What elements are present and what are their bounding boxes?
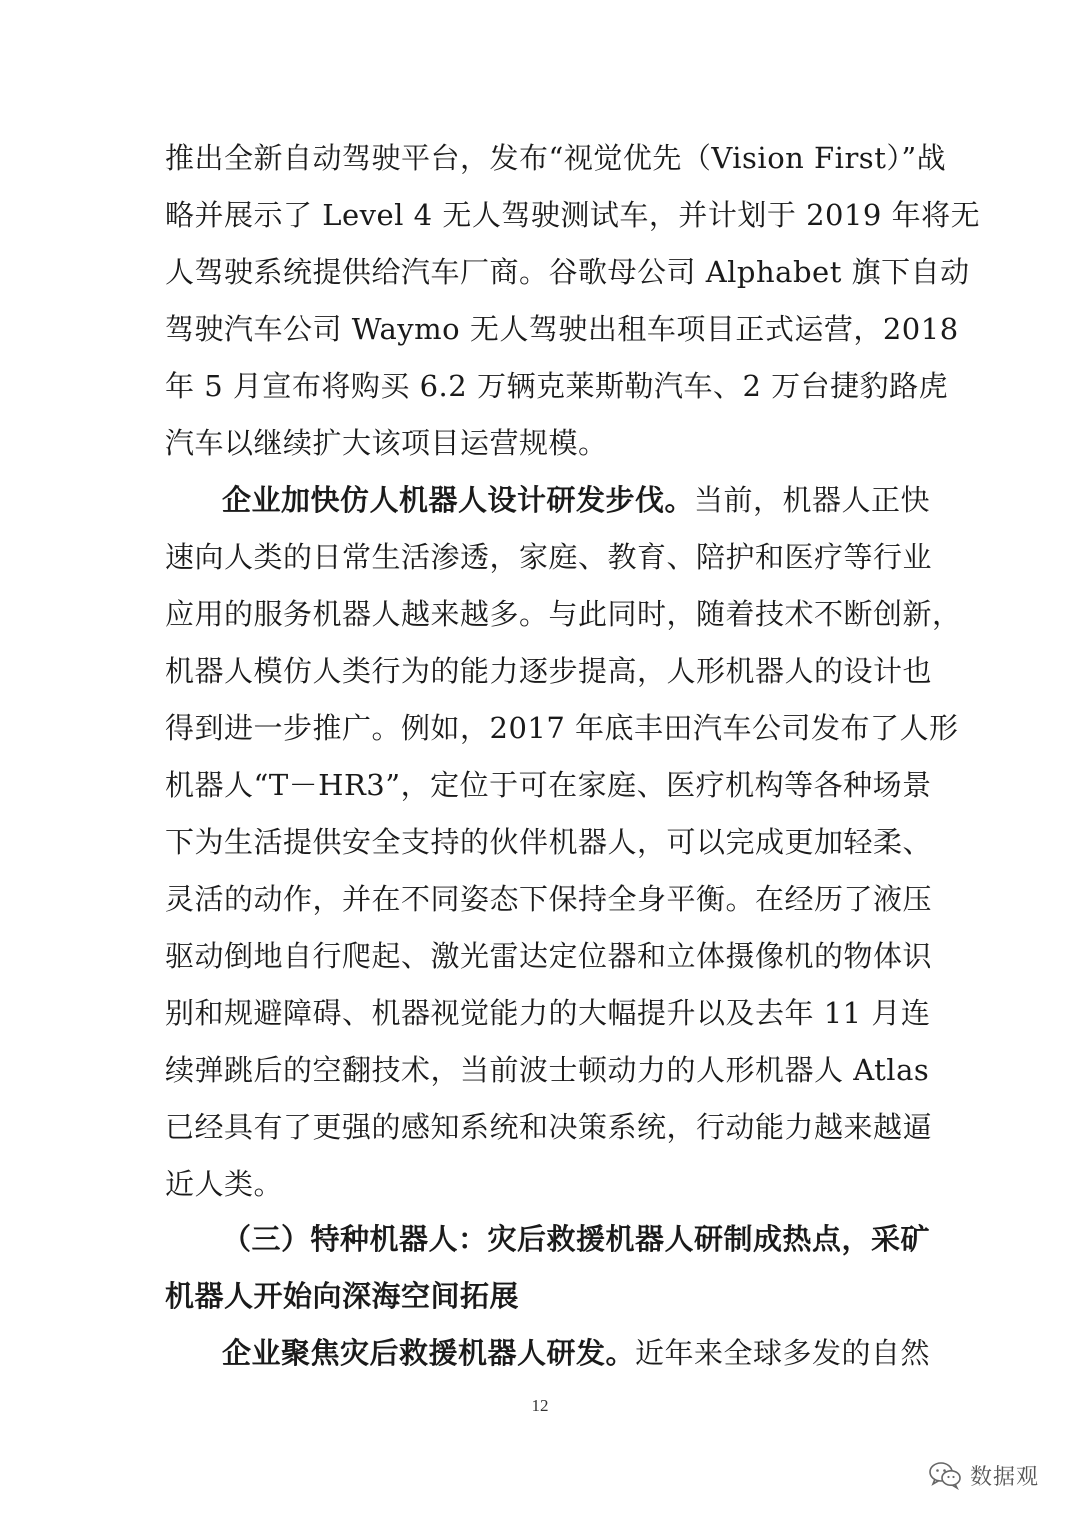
text-line: 略并展示了 Level 4 无人驾驶测试车，并计划于 2019 年将无 [165,198,981,232]
wechat-icon [928,1460,962,1490]
text-line: 人驾驶系统提供给汽车厂商。谷歌母公司 Alphabet 旗下自动 [165,255,970,289]
page-number: 12 [531,1396,549,1415]
paragraph-lead: 企业加快仿人机器人设计研发步伐。 [222,483,695,517]
heading-line: （三）特种机器人：灾后救援机器人研制成热点，采矿 [222,1222,931,1256]
text-line: 机器人“T－HR3”，定位于可在家庭、医疗机构等各种场景 [165,768,932,802]
text-line: 别和规避障碍、机器视觉能力的大幅提升以及去年 11 月连 [165,996,931,1030]
text-segment: 近年来全球多发的自然 [635,1336,931,1370]
text-line: 续弹跳后的空翻技术，当前波士顿动力的人形机器人 Atlas [165,1053,930,1087]
watermark [928,1455,1039,1495]
text-segment: 当前，机器人正快 [694,483,931,517]
paragraph-first-line [222,480,931,520]
text-line: 驱动倒地自行爬起、激光雷达定位器和立体摄像机的物体识 [165,939,933,973]
text-line: 年 5 月宣布将购买 6.2 万辆克莱斯勒汽车、2 万台捷豹路虎 [165,369,949,403]
paragraph-lead: 企业聚焦灾后救援机器人研发。 [222,1336,636,1370]
text-line: 机器人模仿人类行为的能力逐步提高，人形机器人的设计也 [165,654,933,688]
text-line: 下为生活提供安全支持的伙伴机器人，可以完成更加轻柔、 [165,825,933,859]
text-line: 应用的服务机器人越来越多。与此同时，随着技术不断创新， [165,597,962,631]
text-line: 驾驶汽车公司 Waymo 无人驾驶出租车项目正式运营，2018 [165,312,959,346]
text-line: 灵活的动作，并在不同姿态下保持全身平衡。在经历了液压 [165,882,933,916]
text-line: 已经具有了更强的感知系统和决策系统，行动能力越来越逼 [165,1110,933,1144]
text-line: 推出全新自动驾驶平台，发布“视觉优先（Vision First）”战 [165,141,947,175]
heading-line: 机器人开始向深海空间拓展 [165,1279,520,1313]
watermark-text: 数据观 [970,1464,1040,1490]
text-line: 得到进一步推广。例如，2017 年底丰田汽车公司发布了人形 [165,711,959,745]
text-line: 速向人类的日常生活渗透，家庭、教育、陪护和医疗等行业 [165,540,933,574]
text-line: 近人类。 [165,1167,284,1201]
paragraph-first-line [222,1333,931,1373]
text-line: 汽车以继续扩大该项目运营规模。 [165,426,608,460]
